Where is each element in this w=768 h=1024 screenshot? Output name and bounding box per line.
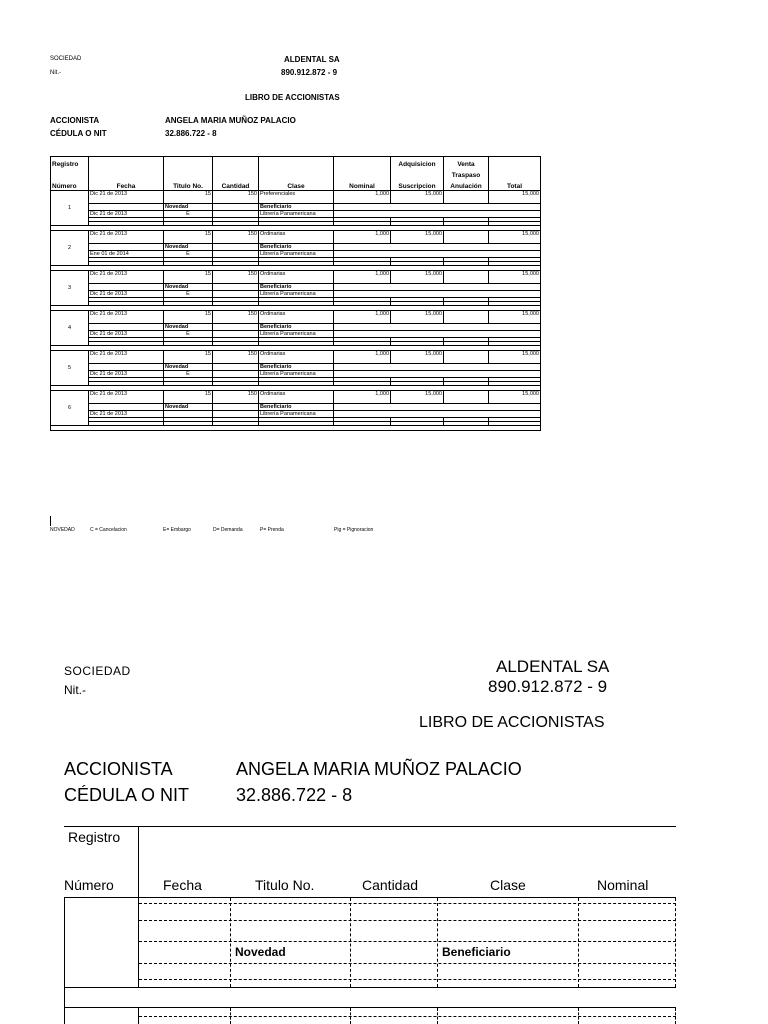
record-novedad: E — [164, 251, 213, 258]
record-novedad — [164, 411, 213, 418]
record-fecha: Dic 21 de 2013 — [89, 391, 164, 398]
zoom-vdash-1 — [230, 898, 231, 987]
record-total: 15,000 — [489, 351, 541, 358]
record-novedad: E — [164, 331, 213, 338]
ledger-cell — [89, 204, 164, 211]
zoom-sociedad-label: SOCIEDAD — [64, 664, 131, 678]
ledger-cell — [334, 291, 541, 298]
record-beneficiario: Librería Panamericana — [259, 371, 334, 378]
record-row — [51, 331, 541, 338]
ledger-cell — [89, 404, 164, 411]
record-row — [51, 251, 541, 258]
record-nominal: 1,000 — [334, 271, 391, 278]
zoom-dash-6 — [139, 1016, 676, 1017]
record-beneficiario: Librería Panamericana — [259, 211, 334, 218]
record-nominal: 1,000 — [334, 391, 391, 398]
beneficiario-label: Beneficiario — [259, 244, 334, 251]
record-cantidad: 150 — [213, 351, 259, 358]
zoom-vdash-4 — [578, 898, 579, 987]
ledger-cell — [334, 364, 541, 371]
record-titulo: 15 — [164, 311, 213, 318]
novedad-label: Novedad — [164, 324, 213, 331]
record-novedad: E — [164, 291, 213, 298]
beneficiario-label: Beneficiario — [259, 324, 334, 331]
book-title: LIBRO DE ACCIONISTAS — [245, 93, 340, 102]
header-traspaso: Traspaso — [444, 168, 489, 179]
record-clase: Ordinarias — [259, 271, 334, 278]
ledger-cell — [213, 204, 259, 211]
record-clase: Ordinarias — [259, 391, 334, 398]
accionista-value: ANGELA MARIA MUÑOZ PALACIO — [165, 116, 296, 125]
ledger-cell — [213, 211, 259, 218]
record-clase: Preferenciales — [259, 191, 334, 198]
ledger-cell — [89, 284, 164, 291]
record-total: 15,000 — [489, 191, 541, 198]
header-anulacion: Anulación — [444, 179, 489, 191]
record-number: 6 — [51, 391, 89, 426]
record-cantidad: 150 — [213, 311, 259, 318]
footer-pignoracion: Pig = Pignoracion — [334, 527, 374, 533]
zoom-dash-1 — [139, 903, 676, 904]
ledger-cell — [334, 204, 541, 211]
header-nominal: Nominal — [334, 179, 391, 191]
record-cantidad: 150 — [213, 191, 259, 198]
record-row — [51, 211, 541, 218]
nit-label: Nit.- — [50, 70, 61, 76]
zoom-col-divider — [138, 826, 139, 898]
footer-prenda: P= Prenda — [260, 527, 284, 533]
record-clase: Ordinarias — [259, 231, 334, 238]
sociedad-label: SOCIEDAD — [50, 56, 82, 62]
zoom-vdash-3 — [437, 898, 438, 987]
ledger-cell — [89, 244, 164, 251]
record-beneficiario: Librería Panamericana — [259, 251, 334, 258]
footer-embargo: E= Embargo — [163, 527, 191, 533]
novedad-label: Novedad — [164, 204, 213, 211]
header-numero: Número — [52, 183, 77, 190]
record-number: 4 — [51, 311, 89, 346]
novedad-label: Novedad — [164, 244, 213, 251]
record-beneficiario: Librería Panamericana — [259, 291, 334, 298]
header-total: Total — [489, 179, 541, 191]
zoom-header-numero: Número — [64, 877, 114, 893]
record-fecha2: Ene 01 de 2014 — [89, 251, 164, 258]
ledger-cell — [213, 371, 259, 378]
record-row — [51, 324, 541, 331]
record-nominal: 1,000 — [334, 311, 391, 318]
zoom-cedula-value: 32.886.722 - 8 — [236, 785, 353, 805]
zoom-vdash-10 — [675, 1008, 676, 1024]
header-venta: Venta — [444, 157, 489, 169]
zoom-book-title: LIBRO DE ACCIONISTAS — [419, 714, 605, 731]
zoom-vdash-8 — [437, 1008, 438, 1024]
beneficiario-label: Beneficiario — [259, 284, 334, 291]
record-number: 5 — [51, 351, 89, 386]
zoom-vdash-7 — [350, 1008, 351, 1024]
record-titulo: 15 — [164, 351, 213, 358]
header-adquisicion: Adquisicion — [391, 157, 444, 169]
record-suscripcion: 15,000 — [391, 271, 444, 278]
novedad-label: Novedad — [164, 364, 213, 371]
record-suscripcion: 15,000 — [391, 351, 444, 358]
record-suscripcion: 15,000 — [391, 231, 444, 238]
record-fecha2: Dic 21 de 2013 — [89, 291, 164, 298]
record-suscripcion: 15,000 — [391, 391, 444, 398]
record-row — [51, 284, 541, 291]
record-nominal: 1,000 — [334, 231, 391, 238]
zoom-header-fecha: Fecha — [163, 877, 202, 893]
record-number: 1 — [51, 191, 89, 226]
record-beneficiario: Librería Panamericana — [259, 331, 334, 338]
record-total: 15,000 — [489, 271, 541, 278]
ledger-cell — [213, 251, 259, 258]
record-clase: Ordinarias — [259, 351, 334, 358]
zoom-company-name: ALDENTAL SA — [496, 657, 610, 676]
ledger-cell — [334, 371, 541, 378]
zoom-header-clase: Clase — [490, 877, 526, 893]
zoom-vdash-6 — [230, 1008, 231, 1024]
record-fecha: Dic 21 de 2013 — [89, 271, 164, 278]
ledger-cell — [334, 411, 541, 418]
record-fecha: Dic 21 de 2013 — [89, 351, 164, 358]
record-number: 2 — [51, 231, 89, 266]
record-total: 15,000 — [489, 311, 541, 318]
header-registro: Registro — [52, 161, 79, 168]
footer-cancelacion: C = Cancelacion — [90, 527, 127, 533]
company-name: ALDENTAL SA — [284, 55, 340, 64]
zoom-cedula-label: CÉDULA O NIT — [64, 785, 190, 805]
record-fecha2: Dic 21 de 2013 — [89, 411, 164, 418]
record-gap — [51, 426, 541, 431]
record-titulo: 15 — [164, 391, 213, 398]
ledger-cell — [334, 284, 541, 291]
table-border-tail — [50, 516, 51, 526]
zoom-dash-4 — [139, 963, 676, 964]
ledger-cell — [334, 404, 541, 411]
record-beneficiario: Librería Panamericana — [259, 411, 334, 418]
record-fecha: Dic 21 de 2013 — [89, 231, 164, 238]
zoom-vdash-9 — [578, 1008, 579, 1024]
ledger-table — [50, 156, 541, 431]
record-total: 15,000 — [489, 391, 541, 398]
zoom-table-top — [64, 826, 676, 827]
zoom-company-nit: 890.912.872 - 9 — [488, 677, 608, 696]
footer-demanda: D= Demanda — [213, 527, 243, 533]
record-number: 3 — [51, 271, 89, 306]
header-fecha: Fecha — [89, 179, 164, 191]
record-novedad: E — [164, 211, 213, 218]
ledger-cell — [334, 251, 541, 258]
zoom-header-cantidad: Cantidad — [362, 877, 419, 893]
zoom-accionista-value: ANGELA MARIA MUÑOZ PALACIO — [236, 759, 522, 779]
ledger-cell — [334, 331, 541, 338]
record-row — [51, 371, 541, 378]
beneficiario-label: Beneficiario — [259, 204, 334, 211]
zoom-dash-3 — [139, 941, 676, 942]
company-nit: 890.912.872 - 9 — [281, 68, 338, 77]
record-suscripcion: 15,000 — [391, 191, 444, 198]
beneficiario-label: Beneficiario — [259, 364, 334, 371]
zoom-num-col — [138, 897, 139, 988]
record-fecha2: Dic 21 de 2013 — [89, 331, 164, 338]
record-novedad: E — [164, 371, 213, 378]
record-fecha2: Dic 21 de 2013 — [89, 211, 164, 218]
header-cantidad: Cantidad — [213, 179, 259, 191]
zoom-header-bottom — [64, 897, 676, 898]
record-cantidad: 150 — [213, 271, 259, 278]
record-suscripcion: 15,000 — [391, 311, 444, 318]
ledger-cell — [334, 324, 541, 331]
record-row — [51, 244, 541, 251]
record-nominal: 1,000 — [334, 351, 391, 358]
zoom-dash-5 — [139, 979, 676, 980]
ledger-cell — [334, 244, 541, 251]
record-titulo: 15 — [164, 271, 213, 278]
zoom-header-nominal: Nominal — [597, 877, 649, 893]
ledger-cell — [89, 364, 164, 371]
record-clase: Ordinarias — [259, 311, 334, 318]
record-cantidad: 150 — [213, 391, 259, 398]
zoom-record2-top — [64, 1007, 676, 1008]
zoom-accionista-label: ACCIONISTA — [64, 759, 173, 779]
zoom-nit-label: Nit.- — [64, 683, 86, 697]
zoom-left-border — [64, 897, 65, 1024]
ledger-cell — [213, 331, 259, 338]
zoom-beneficiario-label: Beneficiario — [442, 945, 511, 959]
record-cantidad: 150 — [213, 231, 259, 238]
record-row — [51, 411, 541, 418]
record-nominal: 1,000 — [334, 191, 391, 198]
ledger-cell — [213, 411, 259, 418]
zoom-vdash-5 — [675, 898, 676, 987]
record-fecha: Dic 21 de 2013 — [89, 311, 164, 318]
ledger-cell — [213, 364, 259, 371]
ledger-cell — [213, 244, 259, 251]
record-titulo: 15 — [164, 191, 213, 198]
zoom-header-registro: Registro — [68, 829, 121, 845]
zoom-vdash-2 — [350, 898, 351, 987]
record-fecha: Dic 21 de 2013 — [89, 191, 164, 198]
zoom-header-titulo: Titulo No. — [255, 877, 315, 893]
ledger-cell — [334, 211, 541, 218]
ledger-cell — [213, 284, 259, 291]
novedad-label: Novedad — [164, 284, 213, 291]
header-titulo: Titulo No. — [164, 179, 213, 191]
record-row — [51, 364, 541, 371]
record-titulo: 15 — [164, 231, 213, 238]
record-row — [51, 204, 541, 211]
ledger-cell — [51, 426, 541, 431]
ledger-cell — [213, 291, 259, 298]
zoom-novedad-label: Novedad — [235, 945, 286, 959]
record-row — [51, 291, 541, 298]
record-fecha2: Dic 21 de 2013 — [89, 371, 164, 378]
cedula-value: 32.886.722 - 8 — [165, 129, 217, 138]
record-row — [51, 404, 541, 411]
record-total: 15,000 — [489, 231, 541, 238]
zoom-record-bottom — [64, 987, 676, 988]
zoom-dash-2 — [139, 920, 676, 921]
footer-novedad: NOVEDAD — [50, 527, 75, 533]
beneficiario-label: Beneficiario — [259, 404, 334, 411]
ledger-cell — [213, 324, 259, 331]
accionista-label: ACCIONISTA — [50, 116, 100, 125]
cedula-label: CÉDULA O NIT — [50, 129, 107, 138]
ledger-cell — [213, 404, 259, 411]
header-suscripcion: Suscripcion — [391, 179, 444, 191]
ledger-cell — [89, 324, 164, 331]
novedad-label: Novedad — [164, 404, 213, 411]
header-clase: Clase — [259, 179, 334, 191]
